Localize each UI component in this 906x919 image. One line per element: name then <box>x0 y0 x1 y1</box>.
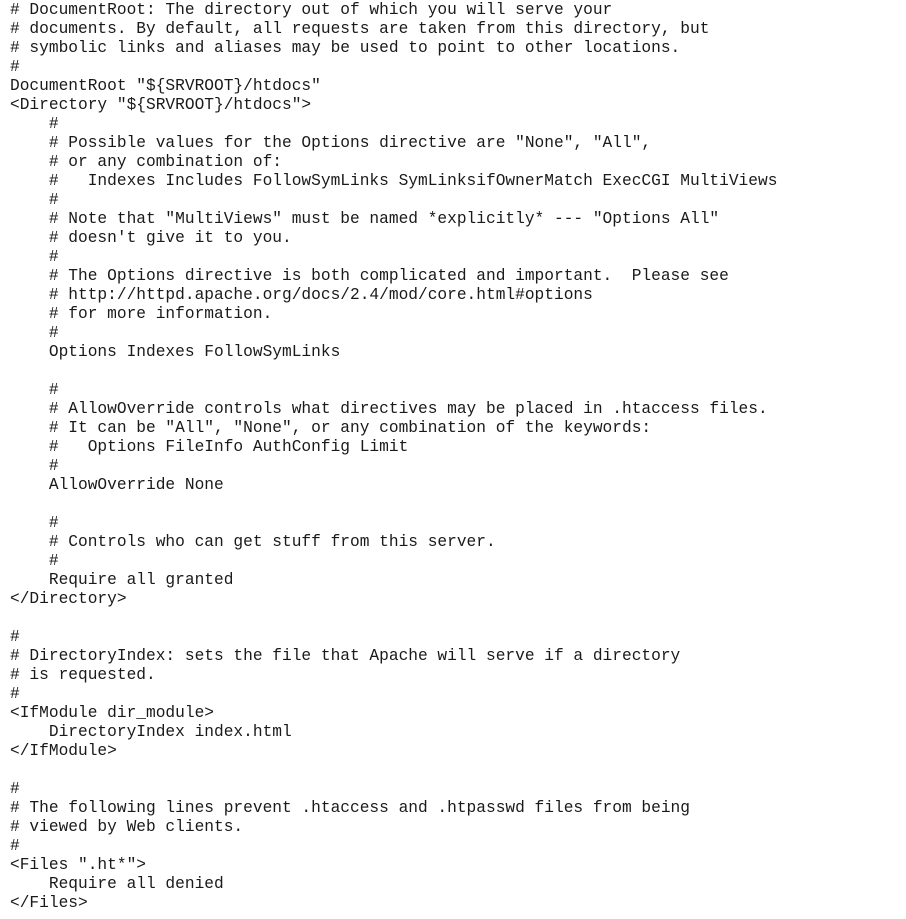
code-line: # AllowOverride controls what directives may be placed in .htaccess files. <box>10 400 768 418</box>
code-line: # <box>10 685 20 703</box>
code-line: # documents. By default, all requests are taken from this directory, but <box>10 20 710 38</box>
code-line: # symbolic links and aliases may be used to point to other locations. <box>10 39 681 57</box>
code-line: # DocumentRoot: The directory out of which you will serve your <box>10 1 613 19</box>
code-line: </Files> <box>10 894 88 912</box>
code-line: # Indexes Includes FollowSymLinks SymLinksifOwnerMatch ExecCGI MultiViews <box>10 172 778 190</box>
code-line: # Possible values for the Options directive are "None", "All", <box>10 134 652 152</box>
code-line: # <box>10 115 59 133</box>
code-line: # <box>10 780 20 798</box>
code-line: <Files ".ht*"> <box>10 856 146 874</box>
code-line: <IfModule dir_module> <box>10 704 214 722</box>
code-line: # <box>10 248 59 266</box>
code-line: # <box>10 324 59 342</box>
code-line: # is requested. <box>10 666 156 684</box>
code-line: # <box>10 837 20 855</box>
code-line: # http://httpd.apache.org/docs/2.4/mod/core.html#options <box>10 286 593 304</box>
code-line: </IfModule> <box>10 742 117 760</box>
code-line: # <box>10 552 59 570</box>
code-line: # The following lines prevent .htaccess and .htpasswd files from being <box>10 799 690 817</box>
code-line: DocumentRoot "${SRVROOT}/htdocs" <box>10 77 321 95</box>
code-line <box>10 362 906 381</box>
code-line <box>10 761 906 780</box>
code-line: # <box>10 191 59 209</box>
code-line: </Directory> <box>10 590 127 608</box>
code-line: # Controls who can get stuff from this server. <box>10 533 496 551</box>
code-line: # Options FileInfo AuthConfig Limit <box>10 438 409 456</box>
code-line <box>10 495 906 514</box>
code-line: <Directory "${SRVROOT}/htdocs"> <box>10 96 312 114</box>
code-line: # It can be "All", "None", or any combination of the keywords: <box>10 419 652 437</box>
code-line: Require all granted <box>10 571 234 589</box>
code-line <box>10 609 906 628</box>
code-line: DirectoryIndex index.html <box>10 723 292 741</box>
code-line: # for more information. <box>10 305 273 323</box>
code-line: # <box>10 457 59 475</box>
code-line: # DirectoryIndex: sets the file that Apache will serve if a directory <box>10 647 681 665</box>
code-line: AllowOverride None <box>10 476 224 494</box>
code-line: Require all denied <box>10 875 224 893</box>
code-line: # The Options directive is both complicated and important. Please see <box>10 267 729 285</box>
code-line: # <box>10 514 59 532</box>
code-line: Options Indexes FollowSymLinks <box>10 343 341 361</box>
code-line: # viewed by Web clients. <box>10 818 244 836</box>
code-line: # doesn't give it to you. <box>10 229 292 247</box>
code-line: # <box>10 58 20 76</box>
code-line: # or any combination of: <box>10 153 282 171</box>
code-line: # <box>10 628 20 646</box>
code-line: # <box>10 381 59 399</box>
code-line: # Note that "MultiViews" must be named *explicitly* --- "Options All" <box>10 210 720 228</box>
